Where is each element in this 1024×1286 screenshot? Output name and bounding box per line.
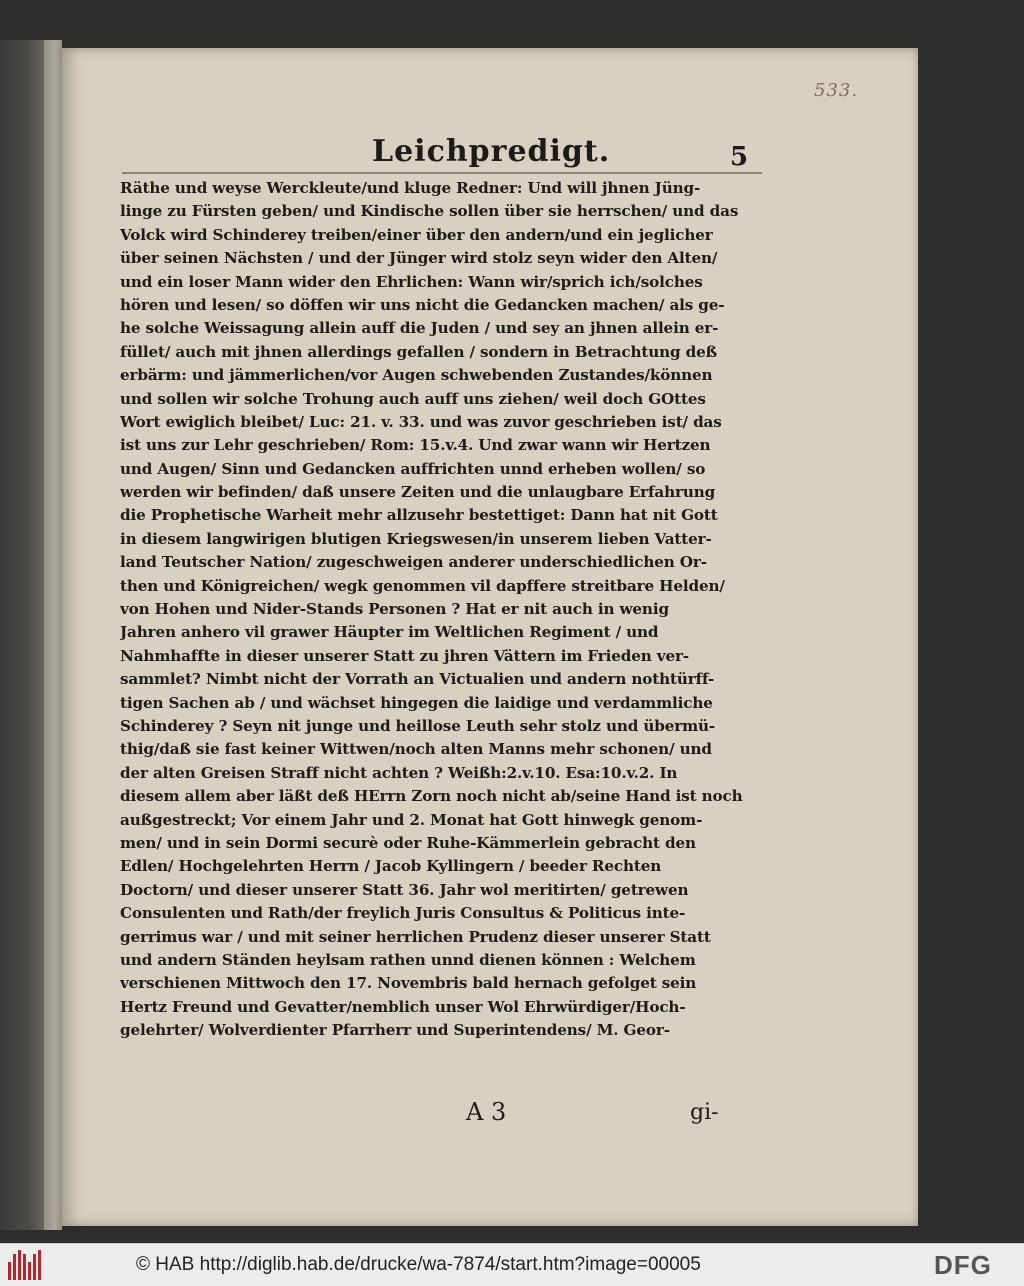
text-line: verschienen Mittwoch den 17. Novembris bald hernach gefolget sein bbox=[120, 974, 697, 993]
signature-mark: A 3 bbox=[466, 1098, 507, 1126]
text-line: land Teutscher Nation/ zugeschweigen anderer underschiedlichen Or- bbox=[120, 553, 707, 572]
text-line: Jahren anhero vil grawer Häupter im Weltlichen Regiment / und bbox=[120, 623, 659, 642]
text-line: Consulenten und Rath/der freylich Juris Consultus & Politicus inte- bbox=[120, 904, 686, 923]
logo-bar bbox=[23, 1254, 26, 1280]
text-line: werden wir befinden/ daß unsere Zeiten und die unlaugbare Erfahrung bbox=[120, 483, 716, 502]
dfg-logo: DFG bbox=[934, 1250, 992, 1280]
text-line: then und Königreichen/ wegk genommen vil dapffere streitbare Helden/ bbox=[120, 576, 725, 595]
text-line: über seinen Nächsten / und der Jünger wird stolz seyn wider den Alten/ bbox=[120, 249, 718, 268]
page-edges bbox=[44, 40, 62, 1230]
text-line: der alten Greisen Straff nicht achten ? Weißh:2.v.10. Esa:10.v.2. In bbox=[120, 763, 678, 782]
book-page bbox=[62, 48, 918, 1226]
text-line: Edlen/ Hochgelehrten Herrn / Jacob Kyllingern / beeder Rechten bbox=[120, 857, 662, 876]
text-line: von Hohen und Nider-Stands Personen ? Hat er nit auch in wenig bbox=[120, 600, 669, 619]
text-line: Schinderey ? Seyn nit junge und heillose Leuth sehr stolz und übermü- bbox=[120, 716, 716, 735]
text-line: diesem allem aber läßt deß HErrn Zorn noch nicht ab/seine Hand ist noch bbox=[120, 787, 743, 806]
logo-bar bbox=[38, 1250, 41, 1280]
text-line: sammlet? Nimbt nicht der Vorrath an Victualien und andern nothtürff- bbox=[120, 670, 715, 689]
text-line: Wort ewiglich bleibet/ Luc: 21. v. 33. und was zuvor geschrieben ist/ das bbox=[120, 412, 722, 431]
text-line: gerrimus war / und mit seiner herrlichen Prudenz dieser unserer Statt bbox=[120, 927, 711, 946]
text-line: füllet/ auch mit jhnen allerdings gefallen / sondern in Betrachtung deß bbox=[120, 342, 718, 361]
text-line: tigen Sachen ab / und wächset hingegen die laidige und verdammliche bbox=[120, 693, 713, 712]
logo-bar bbox=[8, 1262, 11, 1280]
text-line: und ein loser Mann wider den Ehrlichen: Wann wir/sprich ich/solches bbox=[120, 272, 703, 291]
text-line: erbärm: und jämmerlichen/vor Augen schwebenden Zustandes/können bbox=[120, 366, 713, 385]
handwritten-folio-number: 533. bbox=[814, 80, 859, 101]
text-line: in diesem langwirigen blutigen Kriegswesen/in unserem lieben Vatter- bbox=[120, 529, 712, 548]
text-line: he solche Weissagung allein auff die Juden / und sey an jhnen allein er- bbox=[120, 319, 719, 338]
hab-logo-icon bbox=[8, 1250, 42, 1280]
text-line: außgestreckt; Vor einem Jahr und 2. Monat hat Gott hinwegk genom- bbox=[120, 810, 703, 829]
logo-bar bbox=[33, 1254, 36, 1280]
logo-bar bbox=[28, 1262, 31, 1280]
text-line: hören und lesen/ so döffen wir uns nicht die Gedancken machen/ als ge- bbox=[120, 295, 725, 314]
text-line: Räthe und weyse Werckleute/und kluge Redner: Und will jhnen Jüng- bbox=[120, 179, 701, 197]
text-line: Hertz Freund und Gevatter/nemblich unser Wol Ehrwürdiger/Hoch- bbox=[120, 997, 686, 1016]
text-line: thig/daß sie fast keiner Wittwen/noch alten Manns mehr schonen/ und bbox=[120, 740, 712, 759]
footer-bar bbox=[0, 1243, 1024, 1286]
catchword: gi- bbox=[690, 1100, 719, 1125]
body-text bbox=[120, 177, 762, 1042]
text-line: men/ und in sein Dormi securè oder Ruhe-Kämmerlein gebracht den bbox=[120, 833, 696, 852]
text-line: Nahmhaffte in dieser unserer Statt zu jhren Vättern im Frieden ver- bbox=[120, 646, 689, 665]
text-line: Volck wird Schinderey treiben/einer über den andern/und ein jeglicher bbox=[120, 225, 713, 244]
text-line: und andern Ständen heylsam rathen unnd dienen können : Welchem bbox=[120, 950, 696, 969]
text-line: und Augen/ Sinn und Gedancken auffrichten unnd erheben wollen/ so bbox=[120, 459, 706, 478]
page-number: 5 bbox=[730, 142, 749, 172]
head-rule bbox=[122, 172, 762, 174]
text-line: gelehrter/ Wolverdienter Pfarrherr und Superintendens/ M. Geor- bbox=[120, 1021, 670, 1040]
logo-bar bbox=[18, 1250, 21, 1280]
running-head: Leichpredigt. bbox=[372, 134, 611, 169]
logo-bar bbox=[13, 1254, 16, 1280]
text-line: Doctorn/ und dieser unserer Statt 36. Jahr wol meritirten/ getrewen bbox=[120, 880, 689, 899]
text-line: linge zu Fürsten geben/ und Kindische sollen über sie herrschen/ und das bbox=[120, 202, 739, 221]
text-line: die Prophetische Warheit mehr allzusehr bestettiget: Dann hat nit Gott bbox=[120, 506, 718, 525]
copyright-link[interactable]: © HAB http://diglib.hab.de/drucke/wa-7874/start.htm?image=00005 bbox=[136, 1254, 701, 1275]
text-line: ist uns zur Lehr geschrieben/ Rom: 15.v.4. Und zwar wann wir Hertzen bbox=[120, 436, 711, 455]
text-line: und sollen wir solche Trohung auch auff uns ziehen/ weil doch GOttes bbox=[120, 389, 706, 408]
